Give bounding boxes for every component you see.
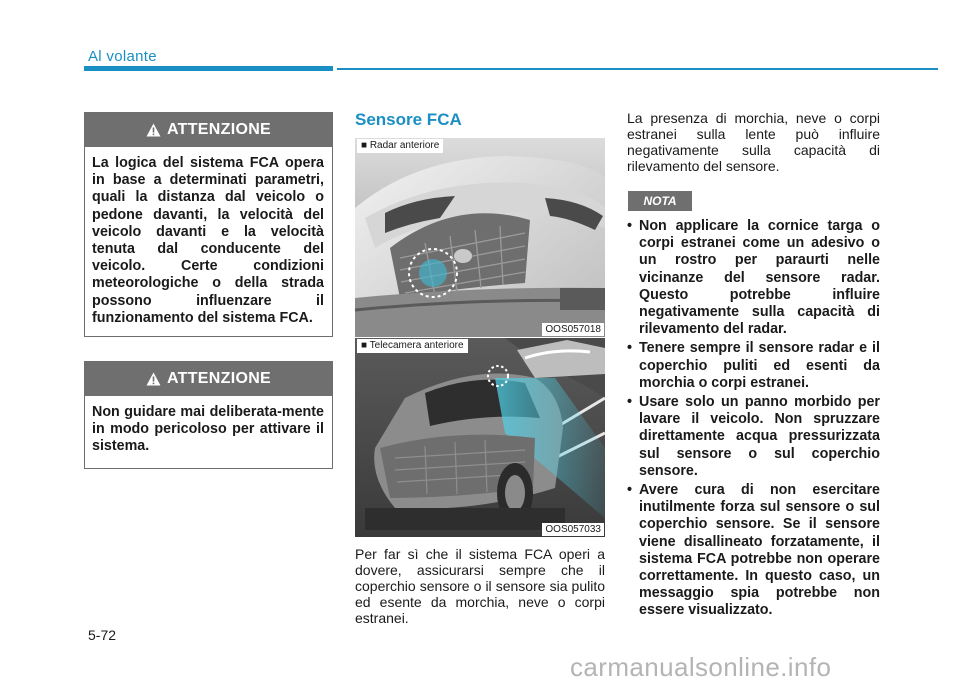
list-item: • Tenere sempre il sensore radar e il coperchio puliti ed esenti da morchia o corpi estranei. bbox=[627, 340, 880, 391]
dirt-effect-paragraph: La presenza di morchia, neve o corpi estranei sulla lente può influire negativamente sulla capacità di rilevamento del sensore. bbox=[627, 110, 880, 174]
warning-title: ATTENZIONE bbox=[166, 121, 272, 138]
radar-sensor-image bbox=[355, 138, 605, 337]
nota-badge: NOTA bbox=[628, 191, 692, 211]
page-number: 5-72 bbox=[88, 627, 117, 643]
sensor-cleaning-paragraph: Per far sì che il sistema FCA operi a dovere, assicurarsi sempre che il coperchio sensore o il sensore sia pulito ed esente da morchia, neve o corpi estranei. bbox=[355, 546, 605, 626]
bullet-icon: • bbox=[627, 394, 633, 411]
warning-title: ATTENZIONE bbox=[166, 370, 272, 387]
warning-text: La logica del sistema FCA opera in base a determinati parametri, quali la distanza dal veicolo o pedone davanti, la velocità del veicolo davanti e la velocità tenuta dal conducente del veicolo. Certe condizioni meteorologiche o della strada possono influenzare il funzionamento del sistema FCA. bbox=[92, 155, 324, 326]
image-label: ■ Radar anteriore bbox=[357, 139, 443, 153]
camera-sensor-image bbox=[355, 338, 605, 537]
nota-bullet-list bbox=[627, 218, 880, 622]
list-item: • Avere cura di non esercitare inutilmente forza sul sensore o sul coperchio sensore. Se il sensore viene disallineato forzatamente, il sistema FCA potrebbe non operare correttamente. In questo caso, un messaggio spia potrebbe non essere visualizzato. bbox=[627, 482, 880, 619]
list-item: • Non applicare la cornice targa o corpi estranei come un adesivo o un rostro per paraurti nelle vicinanze del sensore radar. Questo potrebbe influire negativamente sulla capacità di rilevamento del radar. bbox=[627, 218, 880, 338]
bullet-icon: • bbox=[627, 340, 633, 357]
warning-triangle-icon bbox=[146, 372, 161, 386]
warning-header bbox=[85, 113, 332, 147]
image-label: ■ Telecamera anteriore bbox=[357, 339, 468, 353]
warning-box-logic bbox=[84, 112, 333, 337]
car-front-camera-illustration bbox=[355, 338, 605, 537]
warning-header bbox=[85, 362, 332, 396]
warning-triangle-icon bbox=[146, 123, 161, 137]
watermark: carmanualsonline.info bbox=[570, 652, 832, 682]
section-title: Al volante bbox=[88, 48, 157, 65]
bullet-icon: • bbox=[627, 482, 633, 499]
bullet-icon: • bbox=[627, 218, 633, 234]
warning-text: Non guidare mai deliberata-mente in modo pericoloso per attivare il sistema. bbox=[92, 404, 324, 455]
image-code: OOS057018 bbox=[542, 323, 604, 336]
header-rule-thin bbox=[337, 68, 938, 70]
header-rule-thick bbox=[84, 66, 333, 71]
list-item: • Usare solo un panno morbido per lavare il veicolo. Non spruzzare direttamente acqua pressurizzata sul sensore o sul coperchio sensore. bbox=[627, 394, 880, 479]
warning-box-driving bbox=[84, 361, 333, 469]
image-code: OOS057033 bbox=[542, 523, 604, 536]
car-front-radar-illustration bbox=[355, 138, 605, 337]
sensor-section-title: Sensore FCA bbox=[355, 110, 462, 129]
